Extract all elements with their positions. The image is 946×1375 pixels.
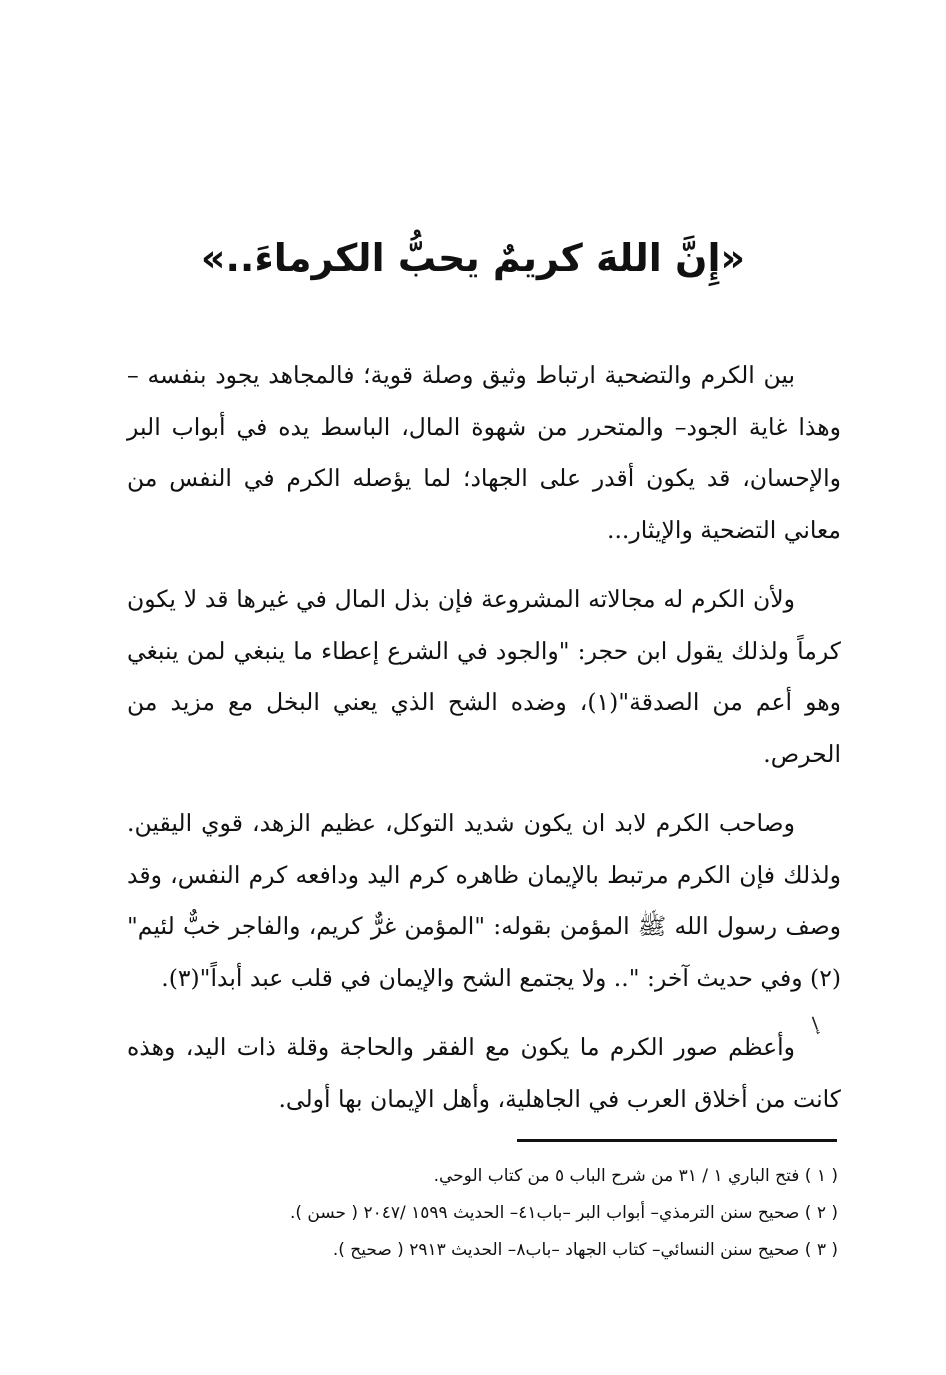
paragraph-1: بين الكرم والتضحية ارتباط وثيق وصلة قوية؛ فالمجاهد يجود بنفسه –وهذا غاية الجود– والمتحرر من شهوة المال، الباسط يده في أبواب البر والإحسان، قد يكون أقدر على الجهاد؛ لما يؤصله الكرم في النفس من معاني التضحية والإيثار... <box>127 361 841 544</box>
margin-mark: ﺇ <box>809 1013 822 1036</box>
footnote-divider <box>517 1139 837 1142</box>
footnote-3: ( ٣ ) صحيح سنن النسائي– كتاب الجهاد –باب٨– الحديث ٢٩١٣ ( صحيح ). <box>332 1240 838 1260</box>
footnote-2: ( ٢ ) صحيح سنن الترمذي– أبواب البر –باب٤١– الحديث ١٥٩٩ /٢٠٤٧ ( حسن ). <box>289 1203 838 1223</box>
footnote-1: ( ١ ) فتح الباري ١ / ٣١ من شرح الباب ٥ من كتاب الوحي. <box>433 1166 838 1186</box>
paragraph-2: ولأن الكرم له مجالاته المشروعة فإن بذل المال في غيرها قد لا يكون كرماً ولذلك يقول ابن حجر: "والجود في الشرع إعطاء ما ينبغي لمن ينبغي وهو أعم من الصدقة"(١)، وضده الشح الذي يعني البخل مع مزيد من الحرص. <box>127 585 841 768</box>
paragraph-4: وأعظم صور الكرم ما يكون مع الفقر والحاجة وقلة ذات اليد، وهذه كانت من أخلاق العرب في الجاهلية، وأهل الإيمان بها أولى. <box>127 1033 841 1113</box>
paragraph-3: وصاحب الكرم لابد ان يكون شديد التوكل، عظيم الزهد، قوي اليقين. ولذلك فإن الكرم مرتبط بالإيمان ظاهره كرم اليد ودافعه كرم النفس، وقد وصف رسول الله ﷺ المؤمن بقوله: "المؤمن غرٌّ كريم، والفاجر خبٌّ لئيم"(٢) وفي حديث آخر: ".. ولا يجتمع الشح والإيمان في قلب عبد أبداً"(٣). <box>127 809 841 992</box>
footnotes <box>140 1158 838 1269</box>
chapter-title: «إِنَّ اللهَ كريمٌ يحبُّ الكرماءَ..» <box>200 236 746 280</box>
body-text <box>127 350 841 1143</box>
